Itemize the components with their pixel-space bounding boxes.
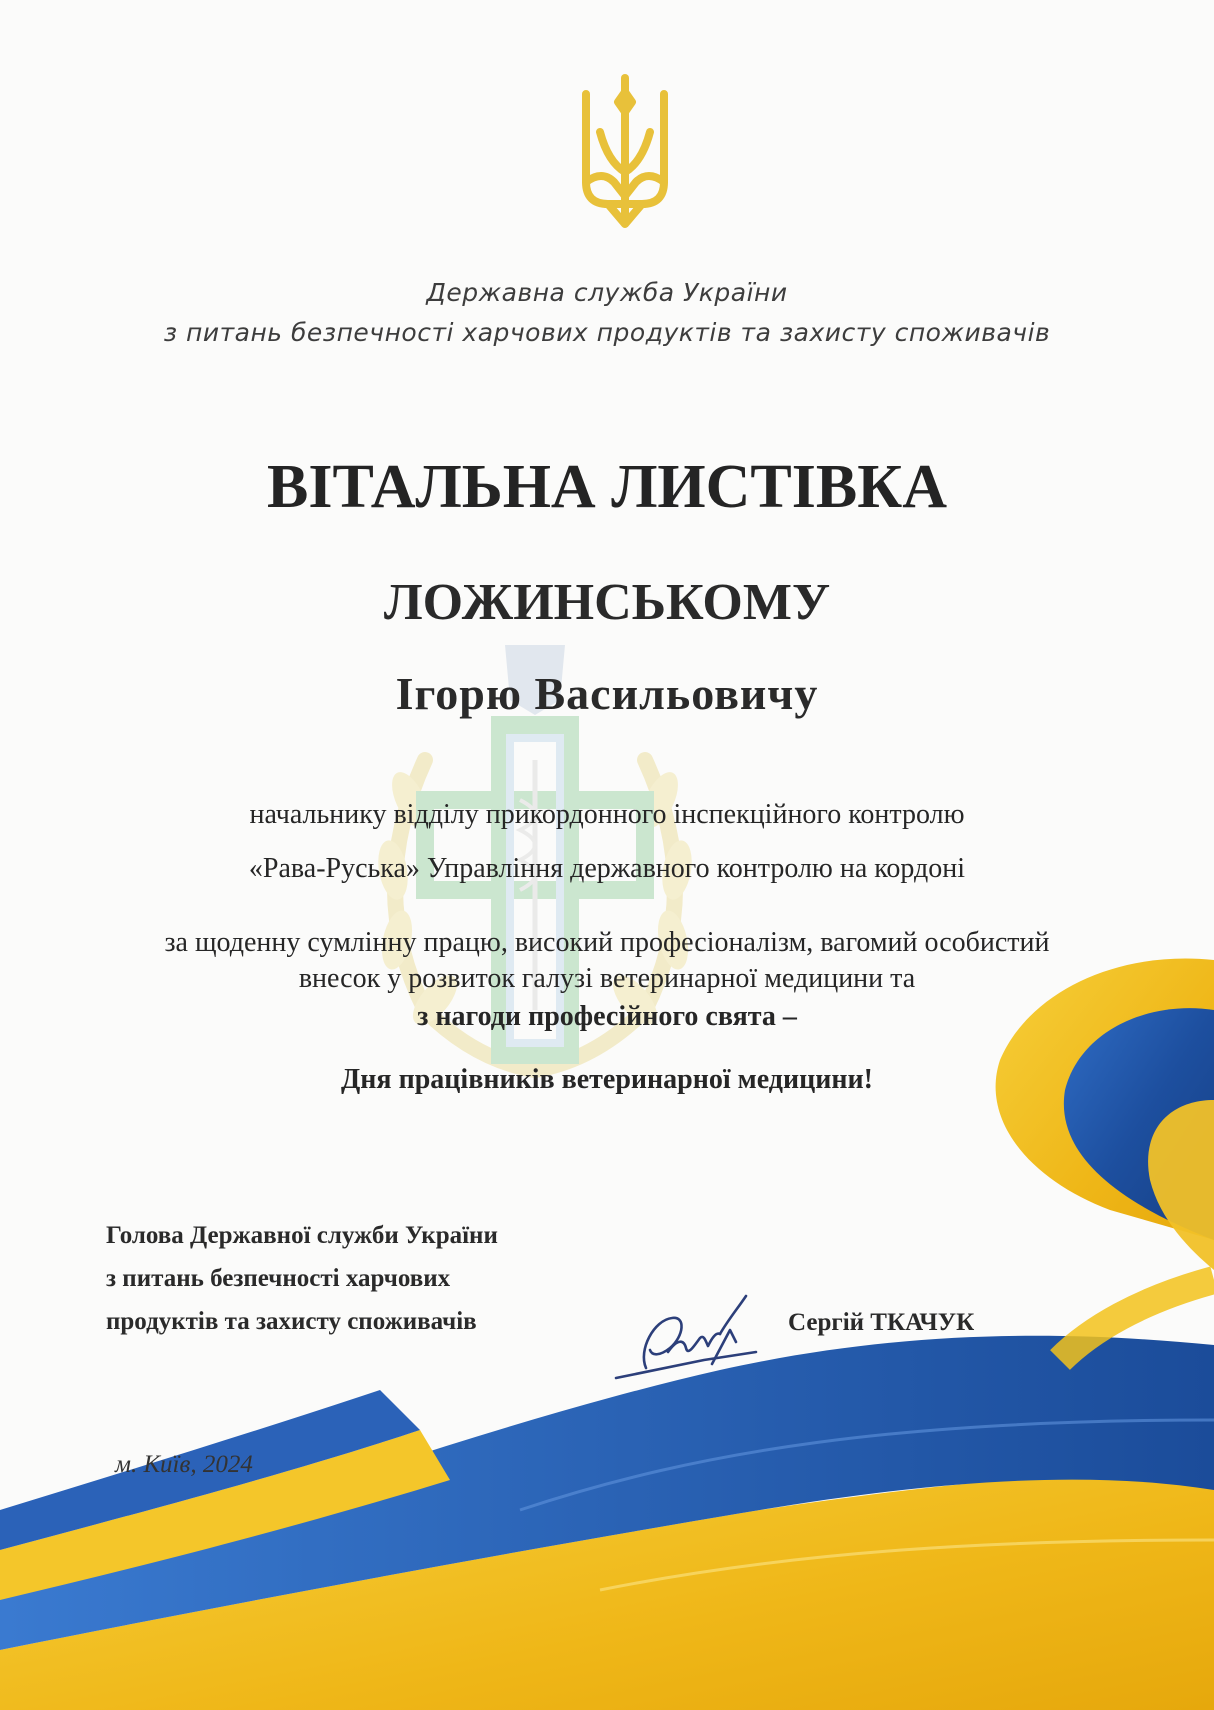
org-name-line2: з питань безпечності харчових продуктів та захисту споживачів xyxy=(163,318,1051,347)
message-line2: внесок у розвиток галузі ветеринарної медицини та xyxy=(298,963,916,994)
message-line4: Дня працівників ветеринарної медицини! xyxy=(341,1064,873,1095)
recipient-position-line1: начальнику відділу прикордонного інспекційного контролю xyxy=(249,799,965,830)
signatory-title-line3: продуктів та захисту споживачів xyxy=(106,1308,477,1335)
message-line3: з нагоди професійного свята – xyxy=(417,1001,797,1032)
recipient-surname: ЛОЖИНСЬКОМУ xyxy=(383,574,831,631)
signatory-name: Сергій ТКАЧУК xyxy=(788,1309,975,1336)
signatory-title xyxy=(106,1214,498,1343)
signatory-title-line1: Голова Державної служби України xyxy=(106,1222,498,1249)
message-line1: за щоденну сумлінну працю, високий професіоналізм, вагомий особистий xyxy=(164,927,1050,958)
signature xyxy=(608,1290,758,1386)
signatory-title-line2: з питань безпечності харчових xyxy=(106,1265,451,1292)
recipient-position-line2: «Рава-Руська» Управління державного контролю на кордоні xyxy=(248,853,966,884)
recipient-given-names: Ігорю Васильовичу xyxy=(395,668,819,719)
org-name-line1: Державна служба України xyxy=(426,278,788,307)
place-date: м. Київ, 2024 xyxy=(115,1451,253,1478)
page-title: ВІТАЛЬНА ЛИСТІВКА xyxy=(267,453,947,521)
tryzub-icon xyxy=(578,72,672,232)
